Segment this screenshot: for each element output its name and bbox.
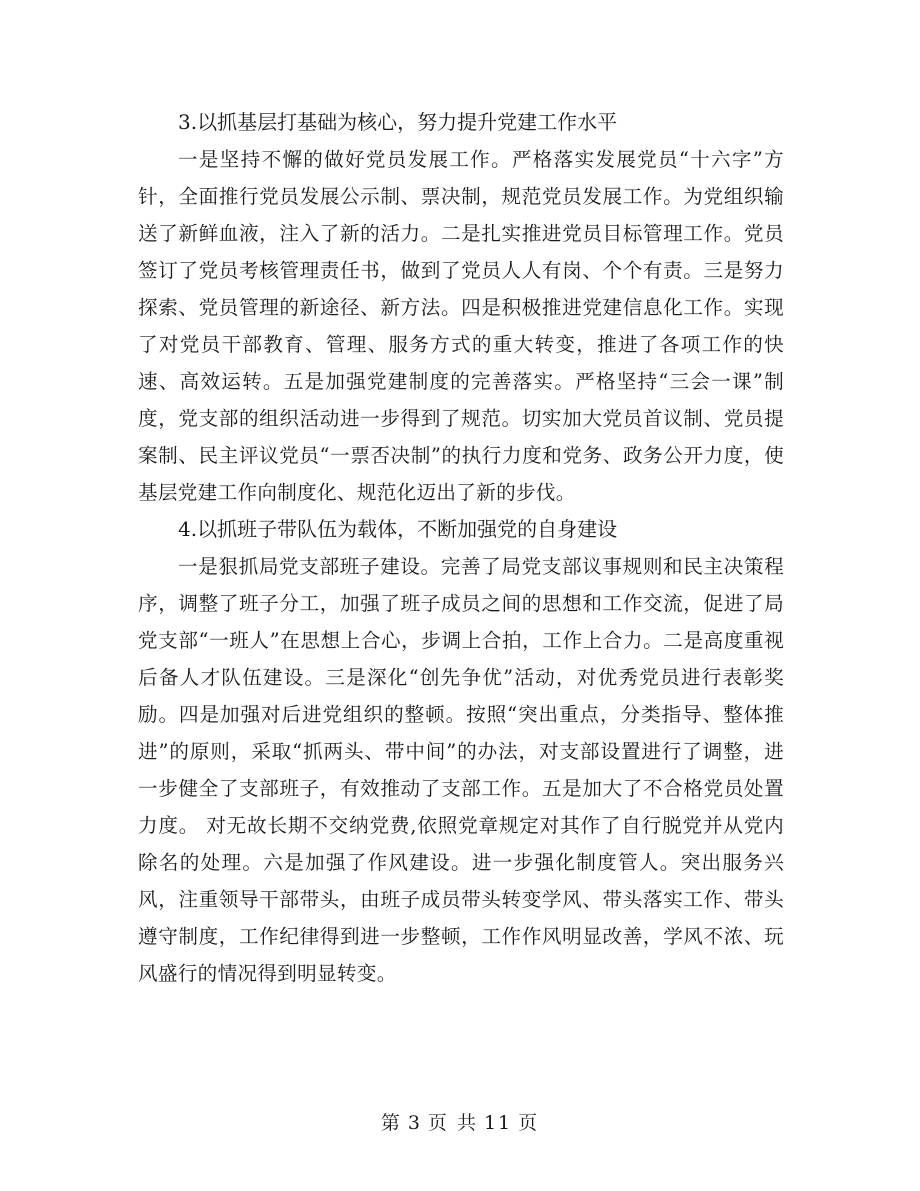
page-footer (0, 1108, 920, 1135)
section-heading-3: 3.以抓基层打基础为核心，努力提升党建工作水平 (178, 110, 618, 134)
section-body-3: 一是坚持不懈的做好党员发展工作。严格落实发展党员“十六字”方针，全面推行党员发展公示制、票决制，规范党员发展工作。为党组织输送了新鲜血液，注入了新的活力。二是扎实推进党员目标管理工作。党员签订了党员考核管理责任书，做到了党员人人有岗、个个有责。三是努力探索、党员管理的新途径、新方法。四是积极推进党建信息化工作。实现了对党员干部教育、管理、服务方式的重大转变，推进了各项工作的快速、高效运转。五是加强党建制度的完善落实。严格坚持“三会一课”制度，党支部的组织活动进一步得到了规范。切实加大党员首议制、党员提案制、民主评议党员“一票否决制”的执行力度和党务、政务公开力度，使基层党建工作向制度化、规范化迈出了新的步伐。 (138, 148, 784, 504)
footer-prefix: 第 (380, 1112, 402, 1134)
footer-suffix: 页 (518, 1112, 540, 1134)
section-body-4: 一是狠抓局党支部班子建设。完善了局党支部议事规则和民主决策程序，调整了班子分工，加强了班子成员之间的思想和工作交流，促进了局党支部“一班人”在思想上合心，步调上合拍，工作上合力。二是高度重视后备人才队伍建设。三是深化“创先争优”活动，对优秀党员进行表彰奖励。四是加强对后进党组织的整顿。按照“突出重点，分类指导、整体推进”的原则，采取“抓两头、带中间”的办法，对支部设置进行了调整，进一步健全了支部班子，有效推动了支部工作。五是加大了不合格党员处置力度。 对无故长期不交纳党费,依照党章规定对其作了自行脱党并从党内除名的处理。六是加强了作风建设。进一步强化制度管人。突出服务兴风，注重领导干部带头，由班子成员带头转变学风、带头落实工作、带头遵守制度，工作纪律得到进一步整顿，工作作风明显改善，学风不浓、玩风盛行的情况得到明显转变。 (138, 555, 784, 985)
footer-total-pages: 11 (483, 1112, 513, 1134)
section-heading-4: 4.以抓班子带队伍为载体，不断加强党的自身建设 (178, 517, 618, 541)
footer-current-page: 3 (407, 1112, 422, 1134)
footer-middle: 页 共 (427, 1112, 478, 1134)
page-content (138, 104, 784, 992)
